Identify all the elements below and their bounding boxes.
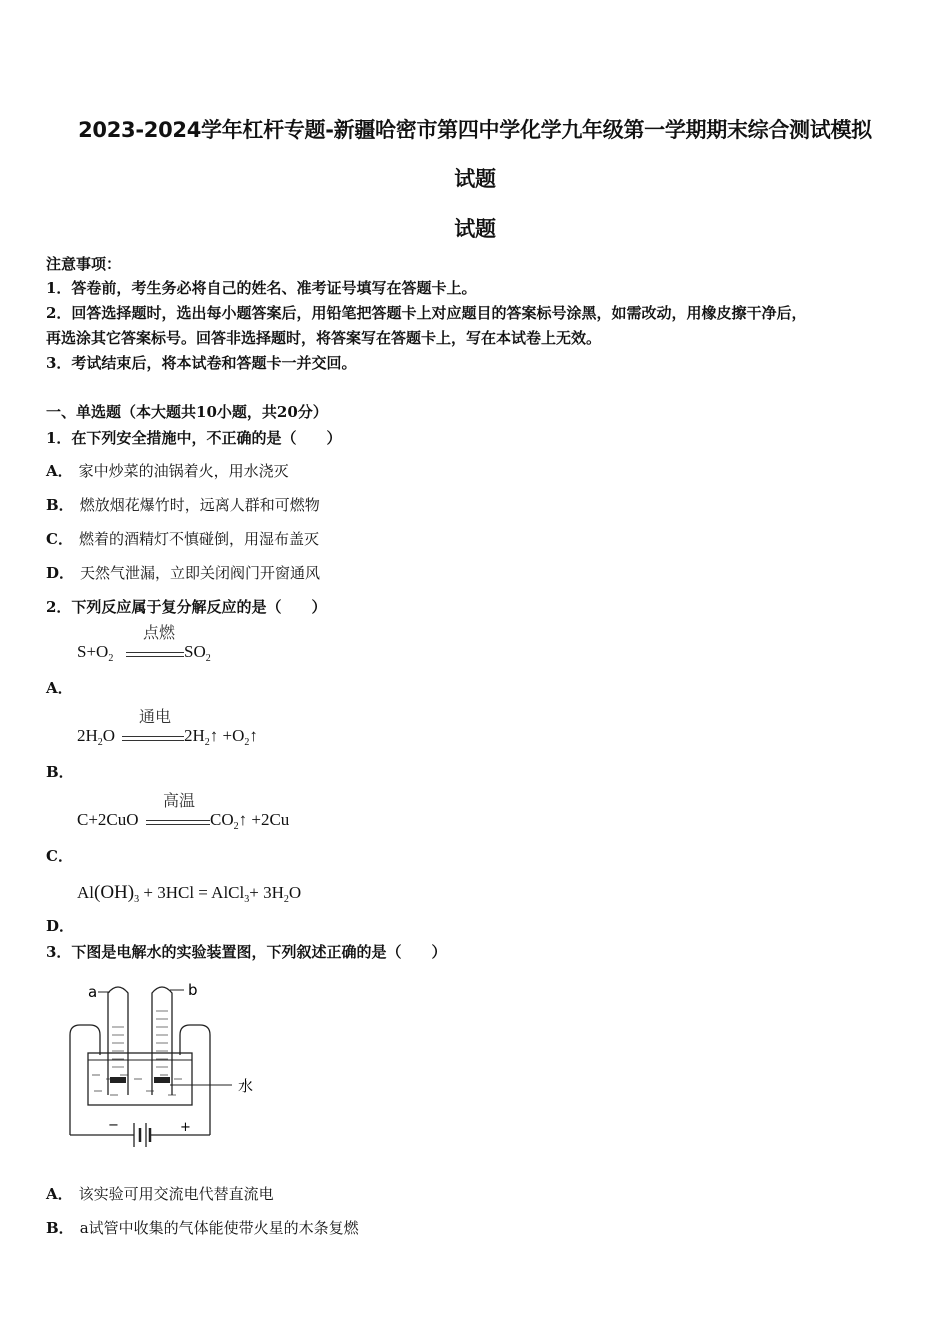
section-heading: 一、单选题（本大题共10小题，共20分） (46, 403, 328, 421)
option-label: D． (46, 564, 75, 582)
option-label: D． (46, 917, 75, 935)
electrode-a (110, 1077, 126, 1083)
option-text: 该实验可用交流电代替直流电 (78, 1185, 274, 1203)
label-plus: + (180, 1120, 191, 1135)
q1-option-b (46, 494, 320, 515)
q2-option-c (46, 791, 446, 865)
option-label: C． (46, 847, 73, 865)
option-label: A． (46, 679, 73, 697)
label-b: b (188, 981, 198, 999)
exam-title-line3: 试题 (454, 217, 496, 241)
option-label: B． (46, 763, 74, 781)
q2-option-d (46, 864, 446, 935)
option-text: 天然气泄漏，立即关闭阀门开窗通风 (80, 564, 321, 582)
option-text: 燃放烟花爆竹时，远离人群和可燃物 (79, 496, 320, 514)
exam-title-line2: 试题 (454, 167, 496, 191)
option-label: B． (46, 1219, 74, 1237)
equation-rhs: $2H_2↑$ $+O_2↑$ (184, 726, 258, 748)
notice-item-1: 1．答卷前，考生务必将自己的姓名、准考证号填写在答题卡上。 (46, 279, 477, 297)
exam-title-line1: 2023-2024学年杠杆专题-新疆哈密市第四中学化学九年级第一学期期末综合测试模拟 (78, 118, 872, 142)
equation-bar (126, 652, 184, 657)
q3-option-b (46, 1217, 359, 1238)
equation-bar (146, 820, 210, 825)
electrolysis-apparatus-figure (60, 975, 270, 1165)
reaction-condition: 高温 (162, 791, 195, 810)
q2-option-b (46, 707, 446, 781)
reaction-condition: 通电 (138, 707, 171, 726)
q1-option-a (46, 460, 289, 481)
q3-stem: 3．下图是电解水的实验装置图，下列叙述正确的是（ ） (46, 943, 447, 961)
notice-item-2: 2．回答选择题时，选出每小题答案后，用铅笔把答题卡上对应题目的答案标号涂黑，如需改动，用橡皮擦干净后， (46, 304, 807, 322)
notice-item-2-cont: 再选涂其它答案标号。回答非选择题时，将答案写在答题卡上，写在本试卷上无效。 (46, 329, 602, 347)
equation-lhs: C+2CuO (77, 810, 139, 829)
equation-full: $Al(OH)_3 + 3HCl$ = AlCl$_3$+ $3H_2O$ (77, 882, 302, 905)
option-label: A． (46, 1185, 73, 1203)
option-text: a试管中收集的气体能使带火星的木条复燃 (79, 1219, 359, 1237)
option-label: A． (46, 462, 73, 480)
notice-item-3: 3．考试结束后，将本试卷和答题卡一并交回。 (46, 354, 357, 372)
option-text: 家中炒菜的油锅着火，用水浇灭 (78, 462, 289, 480)
q1-option-c (46, 528, 319, 549)
equation-lhs: $2H_2O$ (77, 726, 116, 748)
label-minus: − (108, 1118, 119, 1133)
q2-stem: 2．下列反应属于复分解反应的是（ ） (46, 598, 327, 616)
equation-rhs: $CO_2↑ +2Cu$ (210, 810, 290, 832)
q1-option-d (46, 562, 320, 583)
q1-stem: 1．在下列安全措施中，不正确的是（ ） (46, 429, 342, 447)
equation-lhs: $S+O_2$ (77, 642, 114, 664)
reaction-condition: 点燃 (142, 623, 175, 642)
label-water: 水 (238, 1077, 254, 1095)
q3-option-a (46, 1183, 274, 1204)
option-text: 燃着的酒精灯不慎碰倒，用湿布盖灭 (78, 530, 319, 548)
option-label: C． (46, 530, 73, 548)
q2-option-a (46, 623, 446, 697)
label-a: a (88, 983, 98, 1001)
electrode-b (154, 1077, 170, 1083)
notice-heading: 注意事项： (46, 255, 122, 273)
option-label: B． (46, 496, 74, 514)
equation-bar (122, 736, 184, 741)
equation-rhs: $SO_2$ (184, 642, 211, 664)
